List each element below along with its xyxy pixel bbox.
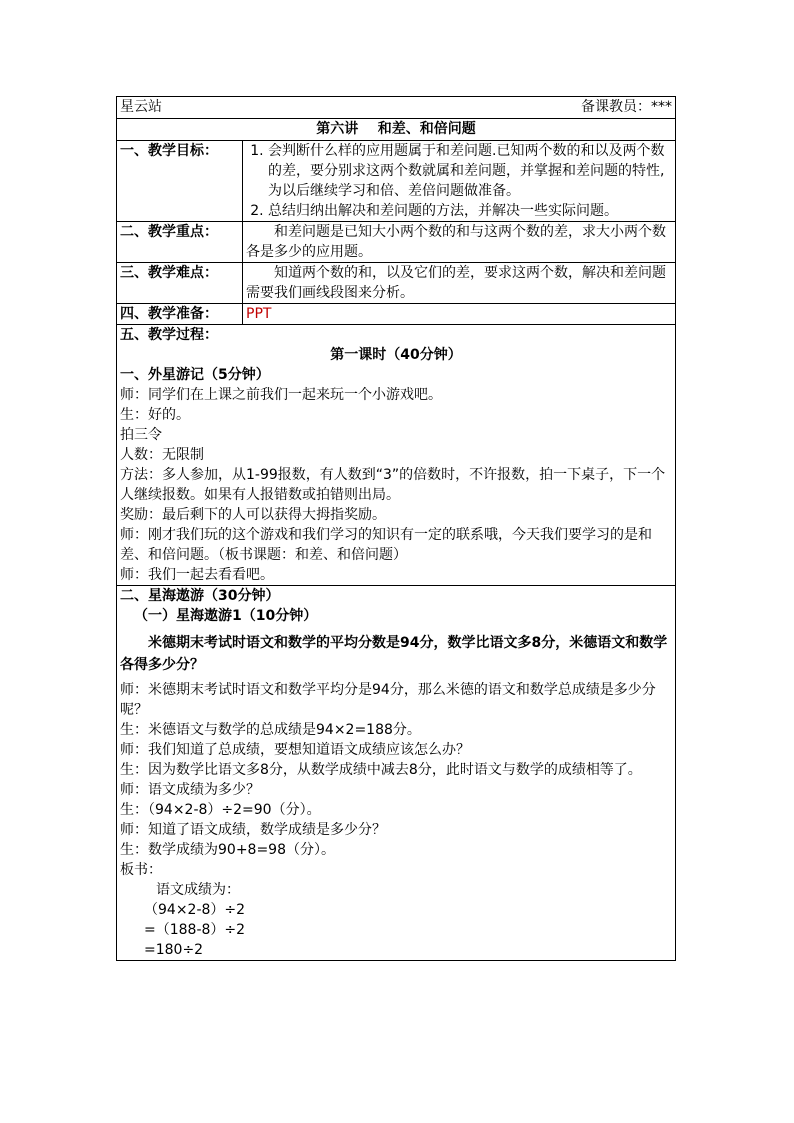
preparation-label: 四、教学准备：: [117, 304, 243, 325]
dialogue-line: 生：（94×2-8）÷2=90（分）。: [120, 802, 321, 818]
difficulties-text: 知道两个数的和，以及它们的差，要求这两个数，解决和差问题需要我们画线段图来分析。: [243, 263, 676, 304]
goals-row: [117, 141, 676, 222]
process-row-1: [117, 325, 676, 586]
dialogue-line: 生：数学成绩为90+8=98（分）。: [120, 842, 335, 858]
process-section-2: [117, 586, 676, 961]
board-line: =（188-8）÷2: [144, 922, 246, 938]
section1-line: 方法：多人参加，从1-99报数，有人数到“3”的倍数时，不许报数，拍一下桌子，下一个人继续报数。如果有人报错数或拍错则出局。: [120, 467, 666, 503]
site-name: 星云站: [120, 99, 162, 115]
goals-list: [246, 141, 672, 221]
lesson-plan-table: [116, 96, 676, 961]
section1-line: 人数：无限制: [120, 447, 204, 463]
preparation-row: [117, 304, 676, 325]
section1-title: 一、外星游记（5分钟）: [120, 367, 270, 383]
board-line: 语文成绩为：: [156, 882, 240, 898]
board-line: （94×2-8）÷2: [144, 902, 246, 918]
goal-item: 1. 会判断什么样的应用题属于和差问题.已知两个数的和以及两个数的差，要分别求这两个数就属和差问题，并掌握和差问题的特性,为以后继续学习和倍、差倍问题做准备。: [268, 141, 672, 201]
process-section-1: [117, 325, 676, 586]
section2-title: 二、星海遨游（30分钟）: [120, 588, 280, 604]
difficulties-label: 三、教学难点：: [117, 263, 243, 304]
goals-content: [243, 141, 676, 222]
section1-line: 师：同学们在上课之前我们一起来玩一个小游戏吧。: [120, 387, 442, 403]
dialogue-line: 师：知道了语文成绩，数学成绩是多少分？: [120, 822, 386, 838]
process-label: 五、教学过程：: [120, 327, 218, 343]
section1-line: 拍三令: [120, 427, 162, 443]
difficulties-row: [117, 263, 676, 304]
problem-statement: 米德期末考试时语文和数学的平均分数是94分，数学比语文多8分，米德语文和数学各得多少分？: [120, 635, 668, 673]
dialogue-line: 生：因为数学比语文多8分，从数学成绩中减去8分，此时语文与数学的成绩相等了。: [120, 762, 642, 778]
section1-line: 师：我们一起去看看吧。: [120, 567, 274, 583]
key-points-label: 二、教学重点：: [117, 222, 243, 263]
section1-line: 生：好的。: [120, 407, 190, 423]
lesson-plan-page: [116, 96, 676, 961]
blackboard-notes: [120, 880, 672, 960]
teacher-label: 备课教员：***: [581, 99, 672, 115]
process-row-2: [117, 586, 676, 961]
title-row: [117, 119, 676, 141]
dialogue-line: 师：米德期末考试时语文和数学平均分是94分，那么米德的语文和数学总成绩是多少分呢？: [120, 682, 656, 718]
sub1-title: （一）星海遨游1（10分钟）: [134, 608, 318, 624]
preparation-text: PPT: [243, 304, 676, 325]
dialogue-line: 师：我们知道了总成绩，要想知道语文成绩应该怎么办？: [120, 742, 470, 758]
section1-line: 师：刚才我们玩的这个游戏和我们学习的知识有一定的联系哦，今天我们要学习的是和差、和倍问题。（板书课题：和差、和倍问题）: [120, 527, 652, 563]
dialogue-line: 师：语文成绩为多少？: [120, 782, 260, 798]
dialogue-line: 生：米德语文与数学的总成绩是94×2=188分。: [120, 722, 421, 738]
key-points-text: 和差问题是已知大小两个数的和与这两个数的差，求大小两个数各是多少的应用题。: [243, 222, 676, 263]
dialogue-line: 板书：: [120, 862, 162, 878]
lesson-title: 第六讲 和差、和倍问题: [117, 119, 676, 141]
board-line: =180÷2: [144, 942, 204, 958]
key-points-row: [117, 222, 676, 263]
goals-label: 一、教学目标：: [117, 141, 243, 222]
header-row: [117, 97, 676, 119]
section1-line: 奖励：最后剩下的人可以获得大拇指奖励。: [120, 507, 386, 523]
period-title: 第一课时（40分钟）: [330, 347, 462, 363]
goal-item: 2. 总结归纳出解决和差问题的方法，并解决一些实际问题。: [268, 201, 672, 221]
